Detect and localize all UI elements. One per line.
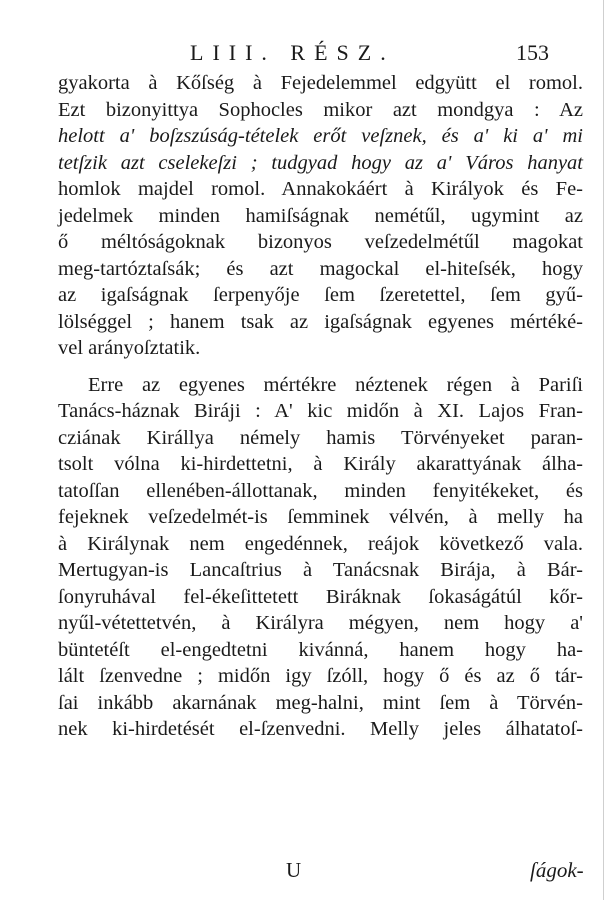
- text-line: ſonyruhával fel-ékeſittetett Biráknak ſokaságátúl kőr-: [58, 585, 583, 608]
- text-line-paragraph-end: vel arányoſztatik.: [58, 337, 201, 359]
- chapter-heading: LIII. RÉSZ.: [190, 40, 395, 65]
- text-line-paragraph-start: Erre az egyenes mértékre néztenek régen à Pariſi: [88, 373, 583, 396]
- running-head: [0, 40, 610, 70]
- text-line: jedelmek minden hamiſságnak nemétűl, ugymint az: [58, 204, 583, 227]
- text-line-quote: tetſzik azt cselekeſzi ; tudgyad hogy az a' Város hanyat: [58, 151, 583, 174]
- text-line: Ezt bizonyittya Sophocles mikor azt mondgya : Az: [58, 98, 583, 121]
- text-line: büntetéſt el-engedtetni kivánná, hanem hogy ha-: [58, 638, 583, 661]
- text-line: tsolt vólna ki-hirdettetni, à Király akarattyának álha-: [58, 453, 583, 475]
- text-line: gyakorta à Kőſség à Fejedelemmel edgyütt el romol.: [58, 72, 583, 94]
- text-line: az igaſságnak ſerpenyője ſem ſzeretettel, ſem gyű-: [58, 284, 583, 306]
- text-line: à Királynak nem engedénnek, reájok következő vala.: [58, 532, 583, 555]
- text-line: ſai inkább akarnának meg-halni, mint ſem à Törvén-: [58, 691, 583, 714]
- page-edge-line: [603, 0, 604, 900]
- text-line: homlok majdel romol. Annakokáért à Királyok és Fe-: [58, 178, 583, 200]
- text-line-quote: helott a' boſzszúság-tételek erőt veſznek, és a' ki a' mi: [58, 125, 583, 147]
- catchword: ſágok-: [530, 858, 584, 882]
- text-line: tatoſſan ellenében-állottanak, minden fenyitékeket, és: [58, 479, 583, 502]
- text-line: cziának Királlya némely hamis Törvényeket paran-: [58, 426, 583, 449]
- text-line: Mertugyan-is Lancaſtrius à Tanácsnak Birája, à Bár-: [58, 559, 583, 581]
- text-line: lölséggel ; hanem tsak az igaſságnak egyenes mértéké-: [58, 310, 583, 333]
- text-line: nyűl-vétettetvén, à Királyra mégyen, nem hogy a': [58, 612, 583, 634]
- page-number: 153: [516, 40, 549, 65]
- text-line: lált ſzenvedne ; midőn igy ſzóll, hogy ő és az ő tár-: [58, 665, 583, 687]
- text-line: Tanács-háznak Biráji : A' kic midőn à XI. Lajos Fran-: [58, 400, 583, 422]
- page-footer: [0, 858, 610, 888]
- body-text: [58, 70, 583, 743]
- text-line: meg-tartóztaſsák; és azt magockal el-hiteſsék, hogy: [58, 257, 583, 280]
- text-line: nek ki-hirdetését el-ſzenvedni. Melly jeles álhatatoſ-: [58, 718, 583, 740]
- text-line: fejeknek veſzedelmét-is ſemminek vélvén, à melly ha: [58, 506, 583, 528]
- text-line: ő méltóságoknak bizonyos veſzedelmétűl magokat: [58, 231, 583, 253]
- signature-mark: U: [286, 858, 302, 882]
